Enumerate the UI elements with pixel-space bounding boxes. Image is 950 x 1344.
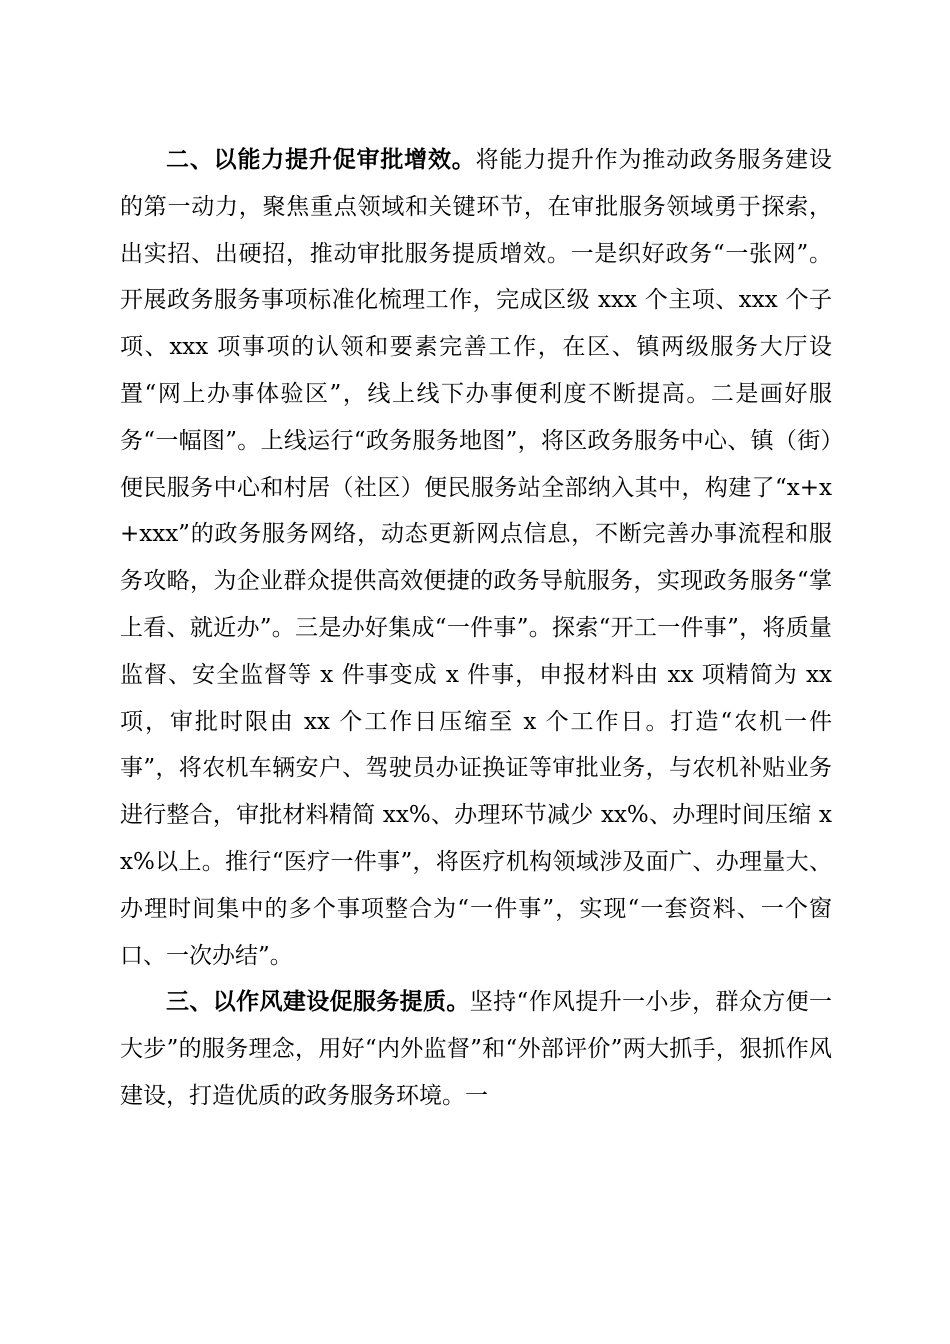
paragraph-section-two	[120, 137, 832, 979]
document-body	[120, 137, 832, 1120]
section-two-heading: 二、以能力提升促审批增效。	[166, 147, 476, 173]
section-two-text: 将能力提升作为推动政务服务建设的第一动力，聚焦重点领域和关键环节，在审批服务领域勇于探索，出实招、出硬招，推动审批服务提质增效。一是织好政务“一张网”。开展政务服务事项标准化梳理工作，完成区级 xxx 个主项、xxx 个子项、xxx 项事项的认领和要素完善工作，在区、镇两级服务大厅设置“网上办事体验区”，线上线下办事便利度不断提高。二是画好服务“一幅图”。上线运行“政务服务地图”，将区政务服务中心、镇（街）便民服务中心和村居（社区）便民服务站全部纳入其中，构建了“x+x+xxx”的政务服务网络，动态更新网点信息，不断完善办事流程和服务攻略，为企业群众提供高效便捷的政务导航服务，实现政务服务“掌上看、就近办”。三是办好集成“一件事”。探索“开工一件事”，将质量监督、安全监督等 x 件事变成 x 件事，申报材料由 xx 项精简为 xx 项，审批时限由 xx 个工作日压缩至 x 个工作日。打造“农机一件事”，将农机车辆安户、驾驶员办证换证等审批业务，与农机补贴业务进行整合，审批材料精简 xx%、办理环节减少 xx%、办理时间压缩 xx%以上。推行“医疗一件事”，将医疗机构领域涉及面广、办理量大、办理时间集中的多个事项整合为“一件事”，实现“一套资料、一个窗口、一次办结”。	[120, 147, 833, 969]
section-three-text: 坚持“作风提升一小步，群众方便一大步”的服务理念，用好“内外监督”和“外部评价”两大抓手，狠抓作风建设，打造优质的政务服务环境。一	[120, 989, 833, 1109]
section-three-heading: 三、以作风建设促服务提质。	[166, 989, 470, 1016]
paragraph-section-three	[120, 979, 832, 1119]
